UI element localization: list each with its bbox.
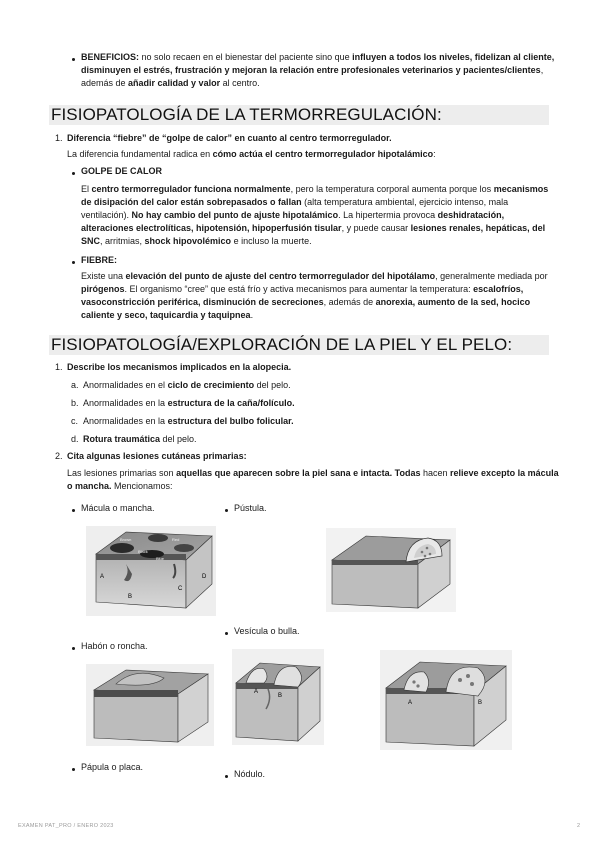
- text-run: del pelo.: [160, 434, 197, 444]
- item-vesicula: Vesícula o bulla.: [234, 626, 300, 636]
- text-line: [83, 379, 291, 392]
- text-run: no solo recaen en el bienestar del paciente sino que: [139, 52, 353, 62]
- item-papula: Pápula o placa.: [81, 762, 144, 772]
- text-line: [67, 480, 557, 493]
- golpe-bullet: [72, 172, 75, 175]
- figure-vesicula: [232, 649, 324, 745]
- text-line: [81, 296, 561, 309]
- golpe-title: GOLPE DE CALOR: [81, 166, 163, 176]
- question-number: 1.: [55, 133, 63, 143]
- item-bullet: [225, 632, 228, 635]
- text-run: , arritmias,: [100, 236, 145, 246]
- figure-label-d: D: [202, 574, 207, 580]
- bold-run: elevación del punto de ajuste del centro termorregulador del hipotálamo: [125, 271, 436, 281]
- bold-run: ciclo de crecimiento: [167, 380, 255, 390]
- question-text: [67, 467, 557, 493]
- text-run: . La hipertermia provoca: [338, 210, 438, 220]
- figure-label-a: A: [408, 700, 413, 706]
- sub-letter: b.: [71, 398, 79, 408]
- section-heading-skin-hair: FISIOPATOLOGÍA/EXPLORACIÓN DE LA PIEL Y EL PELO:: [49, 335, 549, 355]
- figure-label-blue: Blue: [156, 556, 165, 561]
- golpe-paragraph: [81, 183, 561, 248]
- figure-label-black: Black: [138, 549, 148, 554]
- bold-run: o mancha.: [67, 481, 112, 491]
- fiebre-paragraph: [81, 270, 561, 322]
- bold-run: lesiones renales, hepáticas, del: [410, 223, 546, 233]
- sub-letter: a.: [71, 380, 79, 390]
- bold-run: de disipación del calor están sobrepasados o fallan: [81, 197, 302, 207]
- bold-run: vasoconstricción periférica, disminución de secreciones: [81, 297, 324, 307]
- text-run: Mencionamos:: [111, 481, 173, 491]
- bold-run: relieve excepto la mácula: [450, 468, 559, 478]
- figure-macula: [86, 526, 216, 616]
- figure-label-a: A: [100, 574, 105, 580]
- bold-run: añadir calidad y valor: [128, 78, 221, 88]
- text-run: La diferencia fundamental radica en: [67, 149, 213, 159]
- text-run: al centro.: [220, 78, 260, 88]
- question-number: 1.: [55, 362, 63, 372]
- bold-run: aquellas que aparecen sobre la piel sana e intacta. Todas: [176, 468, 421, 478]
- text-run: Las lesiones primarias son: [67, 468, 177, 478]
- item-bullet: [72, 768, 75, 771]
- item-macula: Mácula o mancha.: [81, 503, 155, 513]
- bold-run: shock hipovolémico: [144, 236, 232, 246]
- text-line: [81, 51, 561, 64]
- bold-run: Rotura traumática: [83, 434, 161, 444]
- text-line: [81, 235, 561, 248]
- text-run: , y puede causar: [341, 223, 411, 233]
- figure-pustula: [326, 528, 456, 612]
- bold-run: pirógenos: [81, 284, 125, 294]
- bold-run: mecanismos: [493, 184, 549, 194]
- text-line: [83, 397, 295, 410]
- bold-run: alteraciones electrolíticas, hipotensión, hipoperfusión tisular: [81, 223, 342, 233]
- footer-left: EXAMEN PAT_PRO / ENERO 2023: [18, 823, 114, 829]
- text-line: [81, 196, 561, 209]
- text-run: , pero la temperatura corporal aumenta porque los: [290, 184, 494, 194]
- text-line: [67, 132, 392, 145]
- text-run: :: [433, 149, 436, 159]
- text-line: [67, 450, 247, 463]
- text-line: [81, 222, 561, 235]
- fiebre-title: FIEBRE:: [81, 255, 117, 265]
- bold-run: Describe los mecanismos implicados en la alopecia.: [67, 362, 292, 372]
- intro-paragraph: [81, 51, 561, 90]
- item-bullet: [72, 509, 75, 512]
- question-title: [67, 361, 291, 374]
- bold-run: deshidratación,: [437, 210, 505, 220]
- text-run: Anormalidades en la: [83, 398, 168, 408]
- sub-letter: c.: [71, 416, 79, 426]
- text-run: ventilación).: [81, 210, 132, 220]
- figure-habon: [86, 664, 214, 746]
- figure-label-c: C: [178, 586, 183, 592]
- question-title: [67, 450, 247, 463]
- text-run: Anormalidades en la: [83, 416, 168, 426]
- sub-item: [83, 415, 294, 428]
- fiebre-bullet: [72, 261, 75, 264]
- item-bullet: [225, 775, 228, 778]
- item-nodulo: Nódulo.: [234, 769, 266, 779]
- question-title: [67, 132, 392, 145]
- question-number: 2.: [55, 451, 63, 461]
- text-run: hacen: [420, 468, 451, 478]
- text-run: además de: [81, 78, 129, 88]
- bold-run: escalofríos,: [473, 284, 524, 294]
- bold-run: cómo actúa el centro termorregulador hipotalámico: [212, 149, 434, 159]
- text-line: [81, 270, 561, 283]
- bold-run: influyen a todos los niveles, fidelizan al cliente,: [352, 52, 555, 62]
- figure-label-brown: Brown: [120, 537, 132, 542]
- bold-run: Cita algunas lesiones cutáneas primarias:: [67, 451, 247, 461]
- text-line: [67, 148, 436, 161]
- text-line: [81, 209, 561, 222]
- bold-run: centro termorregulador funciona normalmente: [91, 184, 291, 194]
- sub-item: [83, 379, 291, 392]
- bold-run: No hay cambio del punto de ajuste hipotalámico: [131, 210, 339, 220]
- text-line: [81, 283, 561, 296]
- sub-item: [83, 433, 197, 446]
- text-run: e incluso la muerte.: [231, 236, 312, 246]
- text-run: Existe una: [81, 271, 126, 281]
- figure-label-b: B: [478, 700, 483, 706]
- figure-label-b: B: [278, 693, 283, 699]
- item-pustula: Pústula.: [234, 503, 267, 513]
- text-line: [81, 64, 561, 77]
- text-run: . El organismo “cree” que está frío y activa mecanismos para aumentar la temperatura:: [124, 284, 474, 294]
- bold-run: estructura de la caña/folículo.: [167, 398, 295, 408]
- text-run: .: [250, 310, 254, 320]
- sub-letter: d.: [71, 434, 79, 444]
- text-run: ,: [540, 65, 544, 75]
- figure-nodulo: [380, 650, 512, 750]
- bold-run: estructura del bulbo folicular.: [167, 416, 294, 426]
- bold-run: BENEFICIOS:: [81, 52, 140, 62]
- text-line: [81, 183, 561, 196]
- item-habon: Habón o roncha.: [81, 641, 148, 651]
- intro-bullet: [72, 58, 75, 61]
- figure-label-b: B: [128, 594, 133, 600]
- text-line: [81, 77, 561, 90]
- text-line: [67, 361, 291, 374]
- page-number: 2: [577, 823, 581, 829]
- text-line: [83, 433, 197, 446]
- text-run: El: [81, 184, 92, 194]
- bold-run: disminuyen el estrés, frustración y mejoran la relación entre profesionales veterinarios y pacientes/clientes: [81, 65, 541, 75]
- text-run: , además de: [323, 297, 376, 307]
- text-run: (alta temperatura ambiental, ejercicio intenso, mala: [301, 197, 509, 207]
- sub-item: [83, 397, 295, 410]
- figure-label-red: Red: [172, 537, 180, 542]
- bold-run: anorexia, aumento de la sed, hocico: [375, 297, 531, 307]
- bold-run: Diferencia “fiebre” de “golpe de calor” en cuanto al centro termorregulador.: [67, 133, 392, 143]
- item-bullet: [72, 647, 75, 650]
- text-run: del pelo.: [254, 380, 291, 390]
- figure-label-a: A: [254, 689, 259, 695]
- intro-text: [67, 148, 436, 161]
- bold-run: caliente y seco, taquicardia y taquipnea: [81, 310, 251, 320]
- text-run: , generalmente mediada por: [435, 271, 548, 281]
- item-bullet: [225, 509, 228, 512]
- bold-run: SNC: [81, 236, 101, 246]
- text-line: [81, 309, 561, 322]
- text-line: [67, 467, 557, 480]
- section-heading-thermoregulation: FISIOPATOLOGÍA DE LA TERMORREGULACIÓN:: [49, 105, 549, 125]
- text-run: Anormalidades en el: [83, 380, 168, 390]
- text-line: [83, 415, 294, 428]
